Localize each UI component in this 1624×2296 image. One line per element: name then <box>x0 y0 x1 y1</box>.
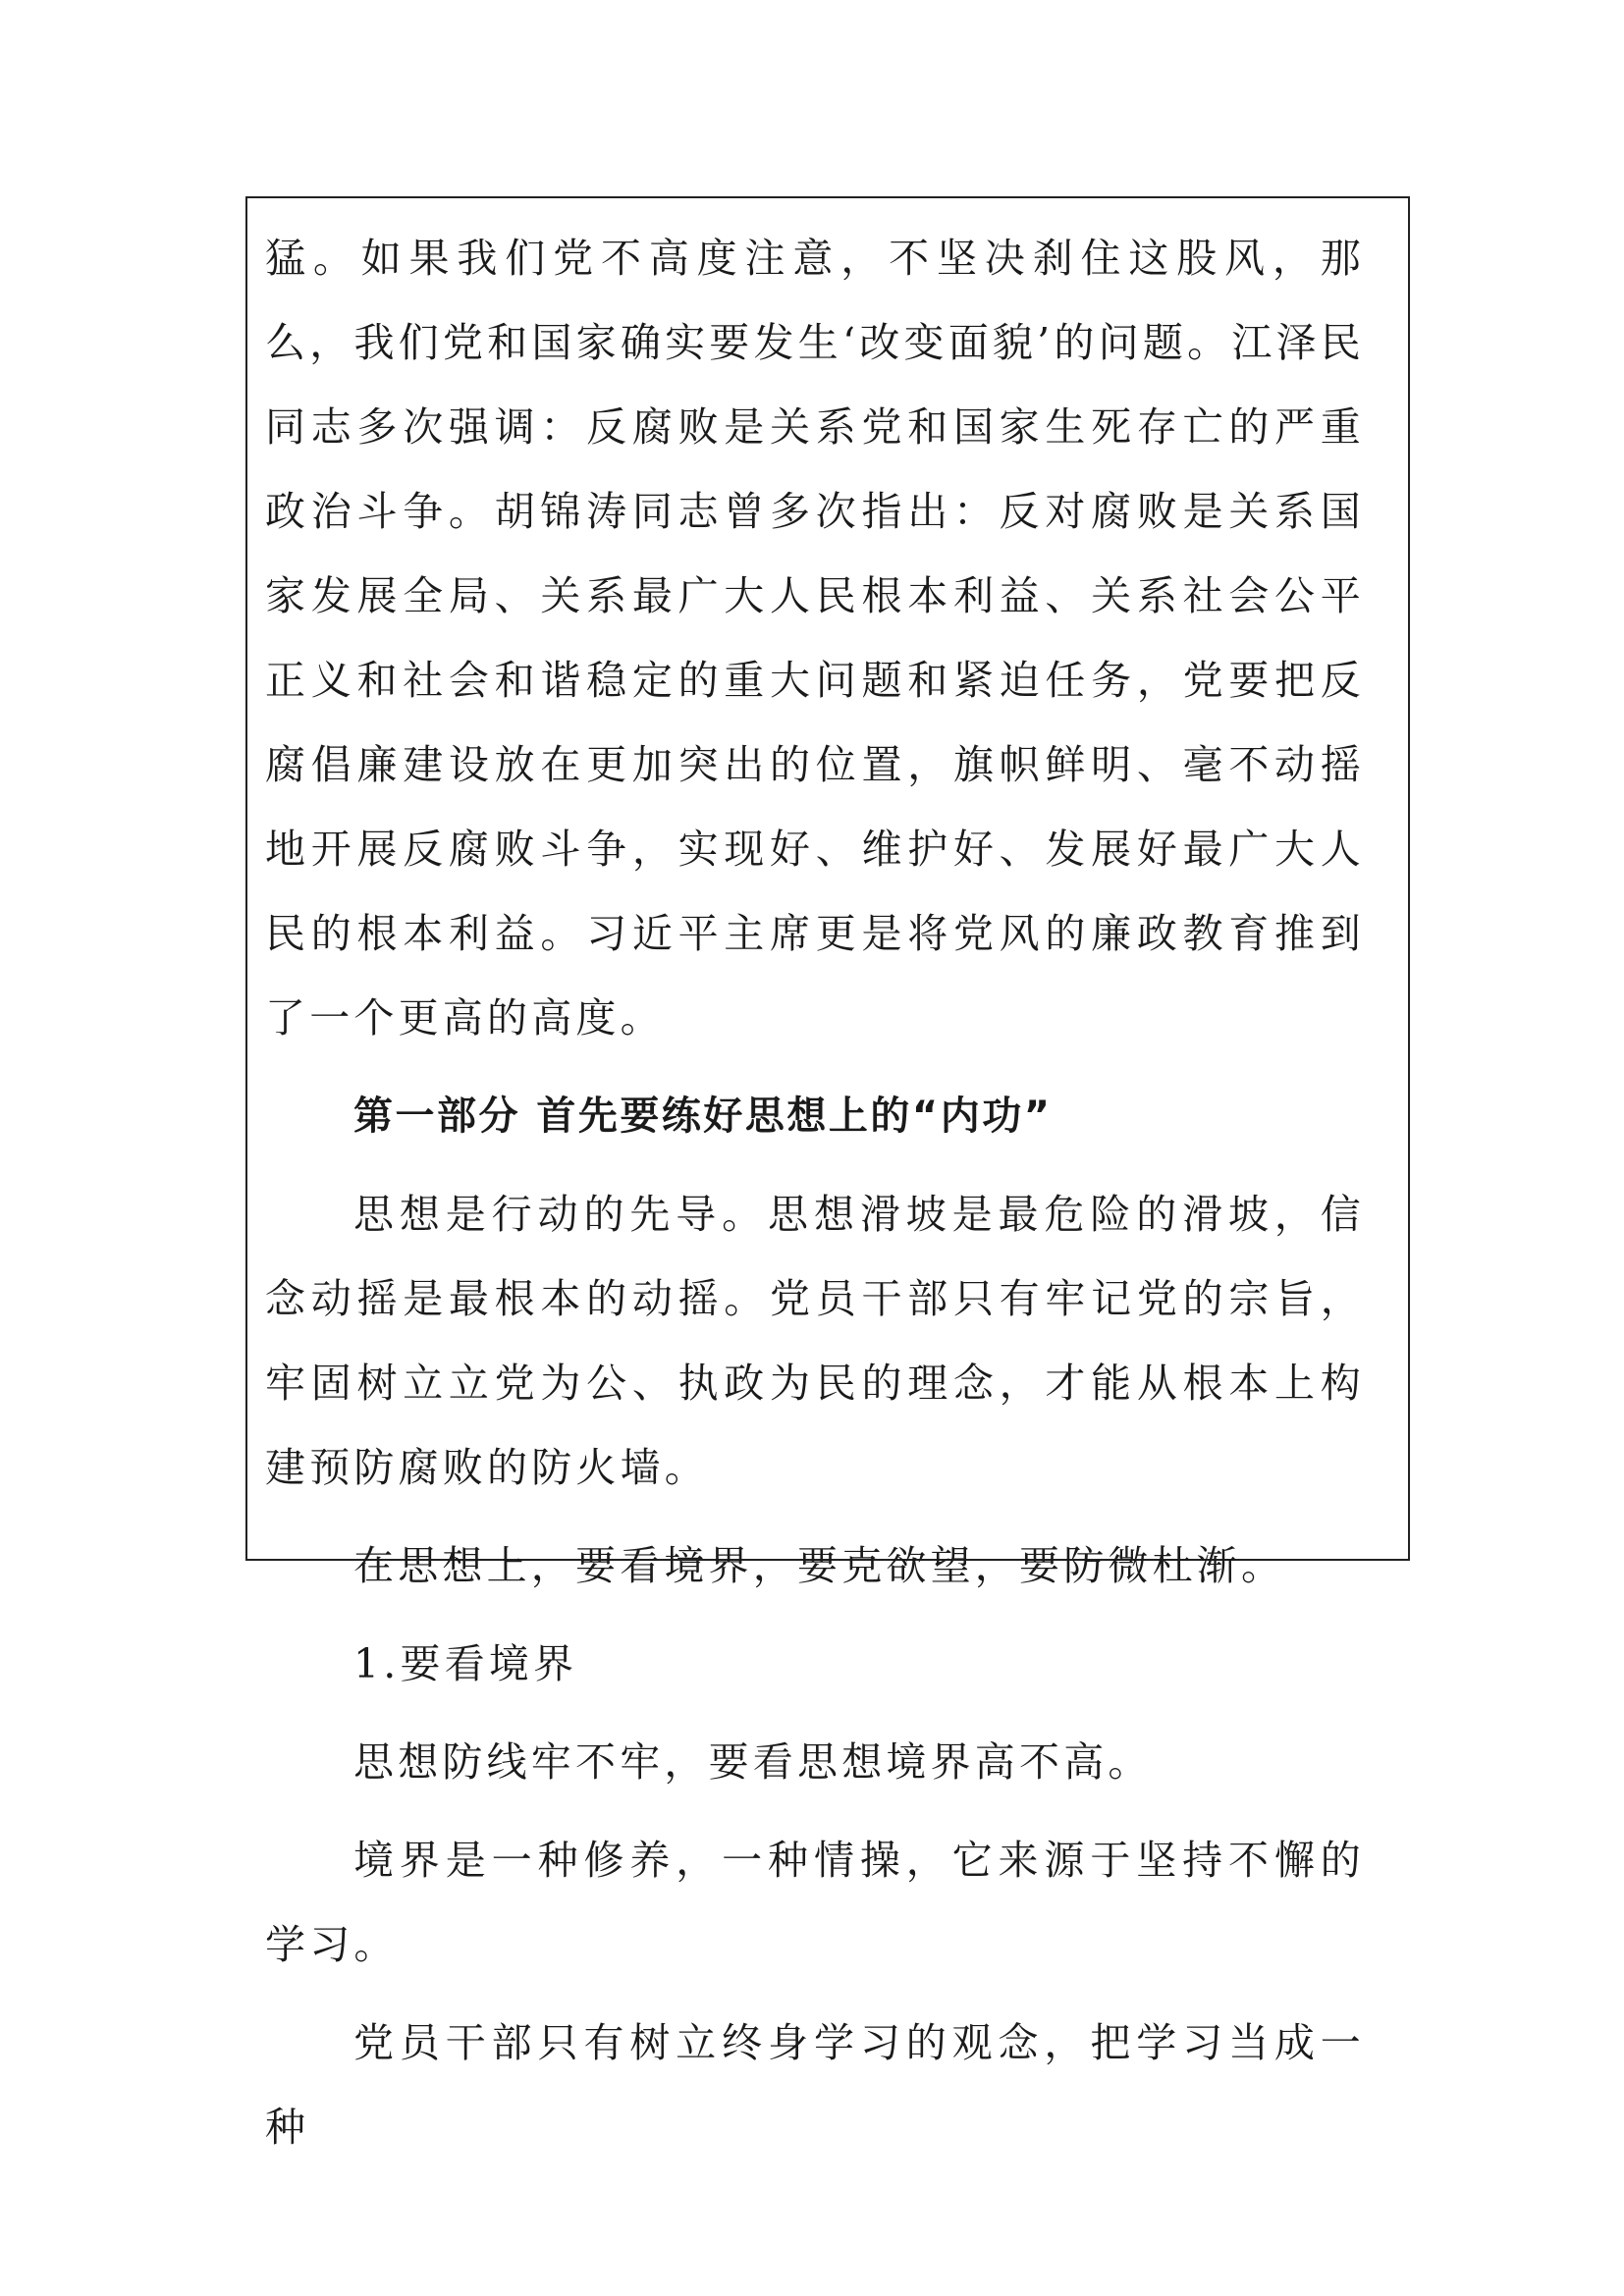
body-paragraph-4: 思想防线牢不牢，要看思想境界高不高。 <box>353 1738 1153 1786</box>
body-paragraph-6: 党员干部只有树立终身学习的观念，把学习当成一种 <box>265 2019 1365 2151</box>
numbered-subheading: 1.要看境界 <box>353 1640 578 1687</box>
body-paragraph-5: 境界是一种修养，一种情操，它来源于坚持不懈的学习。 <box>265 1837 1365 1968</box>
body-paragraph-1: 猛。如果我们党不高度注意，不坚决刹住这股风，那么，我们党和国家确实要发生‘改变面貌’的问题。江泽民同志多次强调：反腐败是关系党和国家生死存亡的严重政治斗争。胡锦涛同志曾多次指出：反对腐败是关系国家发展全局、关系最广大人民根本利益、关系社会公平正义和社会和谐稳定的重大问题和紧迫任务，党要把反腐倡廉建设放在更加突出的位置，旗帜鲜明、毫不动摇地开展反腐败斗争，实现好、维护好、发展好最广大人民的根本利益。习近平主席更是将党风的廉政教育推到了一个更高的高度。 <box>265 235 1365 1041</box>
body-paragraph-2: 思想是行动的先导。思想滑坡是最危险的滑坡，信念动摇是最根本的动摇。党员干部只有牢记党的宗旨，牢固树立立党为公、执政为民的理念，才能从根本上构建预防腐败的防火墙。 <box>265 1191 1365 1491</box>
document-frame <box>245 196 1410 2151</box>
document-body <box>265 216 1365 2169</box>
section-heading: 第一部分 首先要练好思想上的“内功” <box>353 1094 1053 1139</box>
body-paragraph-3: 在思想上，要看境界，要克欲望，要防微杜渐。 <box>353 1542 1286 1589</box>
